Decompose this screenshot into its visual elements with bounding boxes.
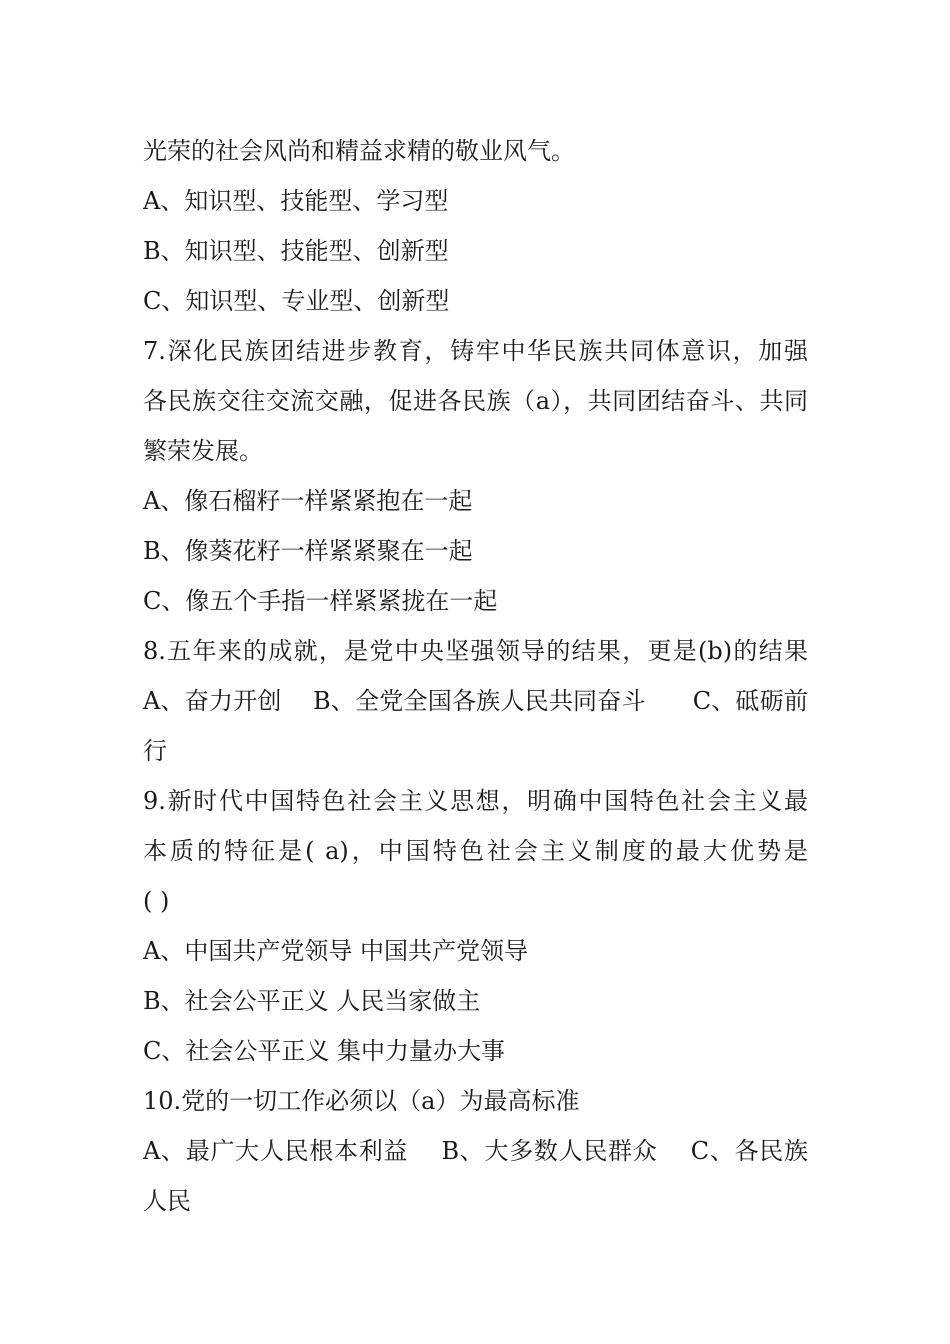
question-7-line-3: 繁荣发展。 — [143, 437, 263, 465]
option-q6-b: B、知识型、技能型、创新型 — [143, 237, 449, 265]
options-q10-wrap: 人民 — [143, 1187, 191, 1215]
question-9-line-1: 9.新时代中国特色社会主义思想，明确中国特色社会主义最 — [143, 787, 808, 815]
options-q10-line: A、最广大人民根本利益 B、大多数人民群众 C、各民族 — [143, 1137, 808, 1165]
options-q8-wrap: 行 — [143, 737, 167, 765]
question-8-line-1: 8.五年来的成就，是党中央坚强领导的结果，更是(b)的结果 — [143, 637, 808, 665]
question-7-line-1: 7.深化民族团结进步教育，铸牢中华民族共同体意识，加强 — [143, 337, 808, 365]
question-9-line-3: ( ) — [143, 887, 170, 915]
option-q9-b: B、社会公平正义 人民当家做主 — [143, 987, 481, 1015]
options-q8-line: A、奋力开创 B、全党全国各族人民共同奋斗 C、砥砺前 — [143, 687, 808, 715]
option-q9-a: A、中国共产党领导 中国共产党领导 — [143, 937, 528, 965]
option-q7-c: C、像五个手指一样紧紧拢在一起 — [143, 587, 498, 615]
option-q7-b: B、像葵花籽一样紧紧聚在一起 — [143, 537, 473, 565]
text-line-q6-stem-end: 光荣的社会风尚和精益求精的敬业风气。 — [143, 137, 575, 165]
question-7-line-2: 各民族交往交流交融，促进各民族（a），共同团结奋斗、共同 — [143, 387, 808, 415]
question-text-block — [143, 126, 808, 1226]
option-q6-a: A、知识型、技能型、学习型 — [143, 187, 449, 215]
option-q6-c: C、知识型、专业型、创新型 — [143, 287, 450, 315]
option-q7-a: A、像石榴籽一样紧紧抱在一起 — [143, 487, 473, 515]
option-q9-c: C、社会公平正义 集中力量办大事 — [143, 1037, 505, 1065]
question-9-line-2: 本质的特征是( a)，中国特色社会主义制度的最大优势是 — [143, 837, 808, 865]
question-10-line-1: 10.党的一切工作必须以（a）为最高标准 — [143, 1087, 580, 1115]
